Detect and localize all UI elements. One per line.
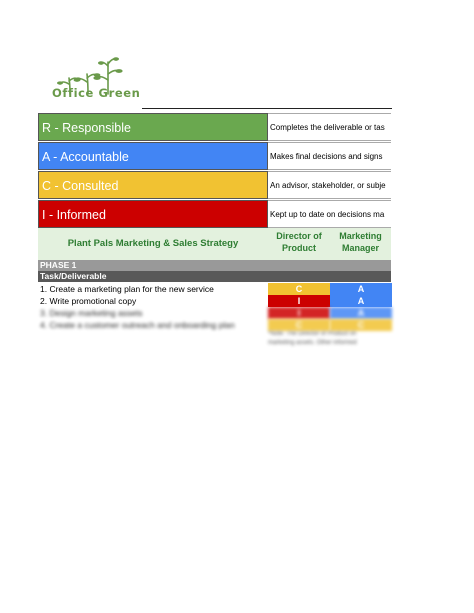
legend-desc-accountable: Makes final decisions and signs: [268, 142, 391, 170]
matrix-header: [38, 228, 391, 260]
legend-row-accountable: [38, 142, 391, 170]
project-title: Plant Pals Marketing & Sales Strategy: [67, 238, 239, 249]
raci-cell-director: C: [268, 319, 330, 331]
footnote-line: *Note: The Director of Product sh: [268, 331, 357, 337]
logo-text: Office Green: [52, 86, 141, 100]
task-row-label: 1. Create a marketing plan for the new service: [40, 284, 214, 294]
raci-cell-marketing-manager: C: [330, 319, 392, 331]
raci-cell-director: I: [268, 295, 330, 307]
raci-cell-director: C: [268, 283, 330, 295]
legend-key-accountable: A - Accountable: [38, 142, 268, 170]
header-rule: [142, 108, 392, 109]
legend-desc-responsible: Completes the deliverable or tas: [268, 113, 391, 141]
legend-row-responsible: [38, 113, 391, 141]
legend-row-informed: [38, 200, 391, 228]
raci-cell-director: I: [268, 307, 330, 319]
legend-row-consulted: [38, 171, 391, 199]
task-column-header: Task/Deliverable: [38, 271, 391, 282]
raci-cell-marketing-manager: A: [330, 283, 392, 295]
legend-key-consulted: C - Consulted: [38, 171, 268, 199]
legend-desc-consulted: An advisor, stakeholder, or subje: [268, 171, 391, 199]
task-row-label: 2. Write promotional copy: [40, 296, 137, 306]
legend-key-responsible: R - Responsible: [38, 113, 268, 141]
task-row-label: 4. Create a customer outreach and onboarding plan: [40, 320, 235, 330]
column-marketing-manager: Marketing Manager: [339, 231, 382, 253]
raci-cell-marketing-manager: A: [330, 295, 392, 307]
column-director-of-product: Director of Product: [276, 231, 322, 253]
phase-label: PHASE 1: [38, 260, 391, 271]
raci-cell-marketing-manager: A: [330, 307, 392, 319]
legend-desc-informed: Kept up to date on decisions ma: [268, 200, 391, 228]
footnote: [268, 330, 391, 352]
footnote-line: marketing assets. Other informed: [268, 340, 357, 346]
legend-key-informed: I - Informed: [38, 200, 268, 228]
task-row-label: 3. Design marketing assets: [40, 308, 143, 318]
